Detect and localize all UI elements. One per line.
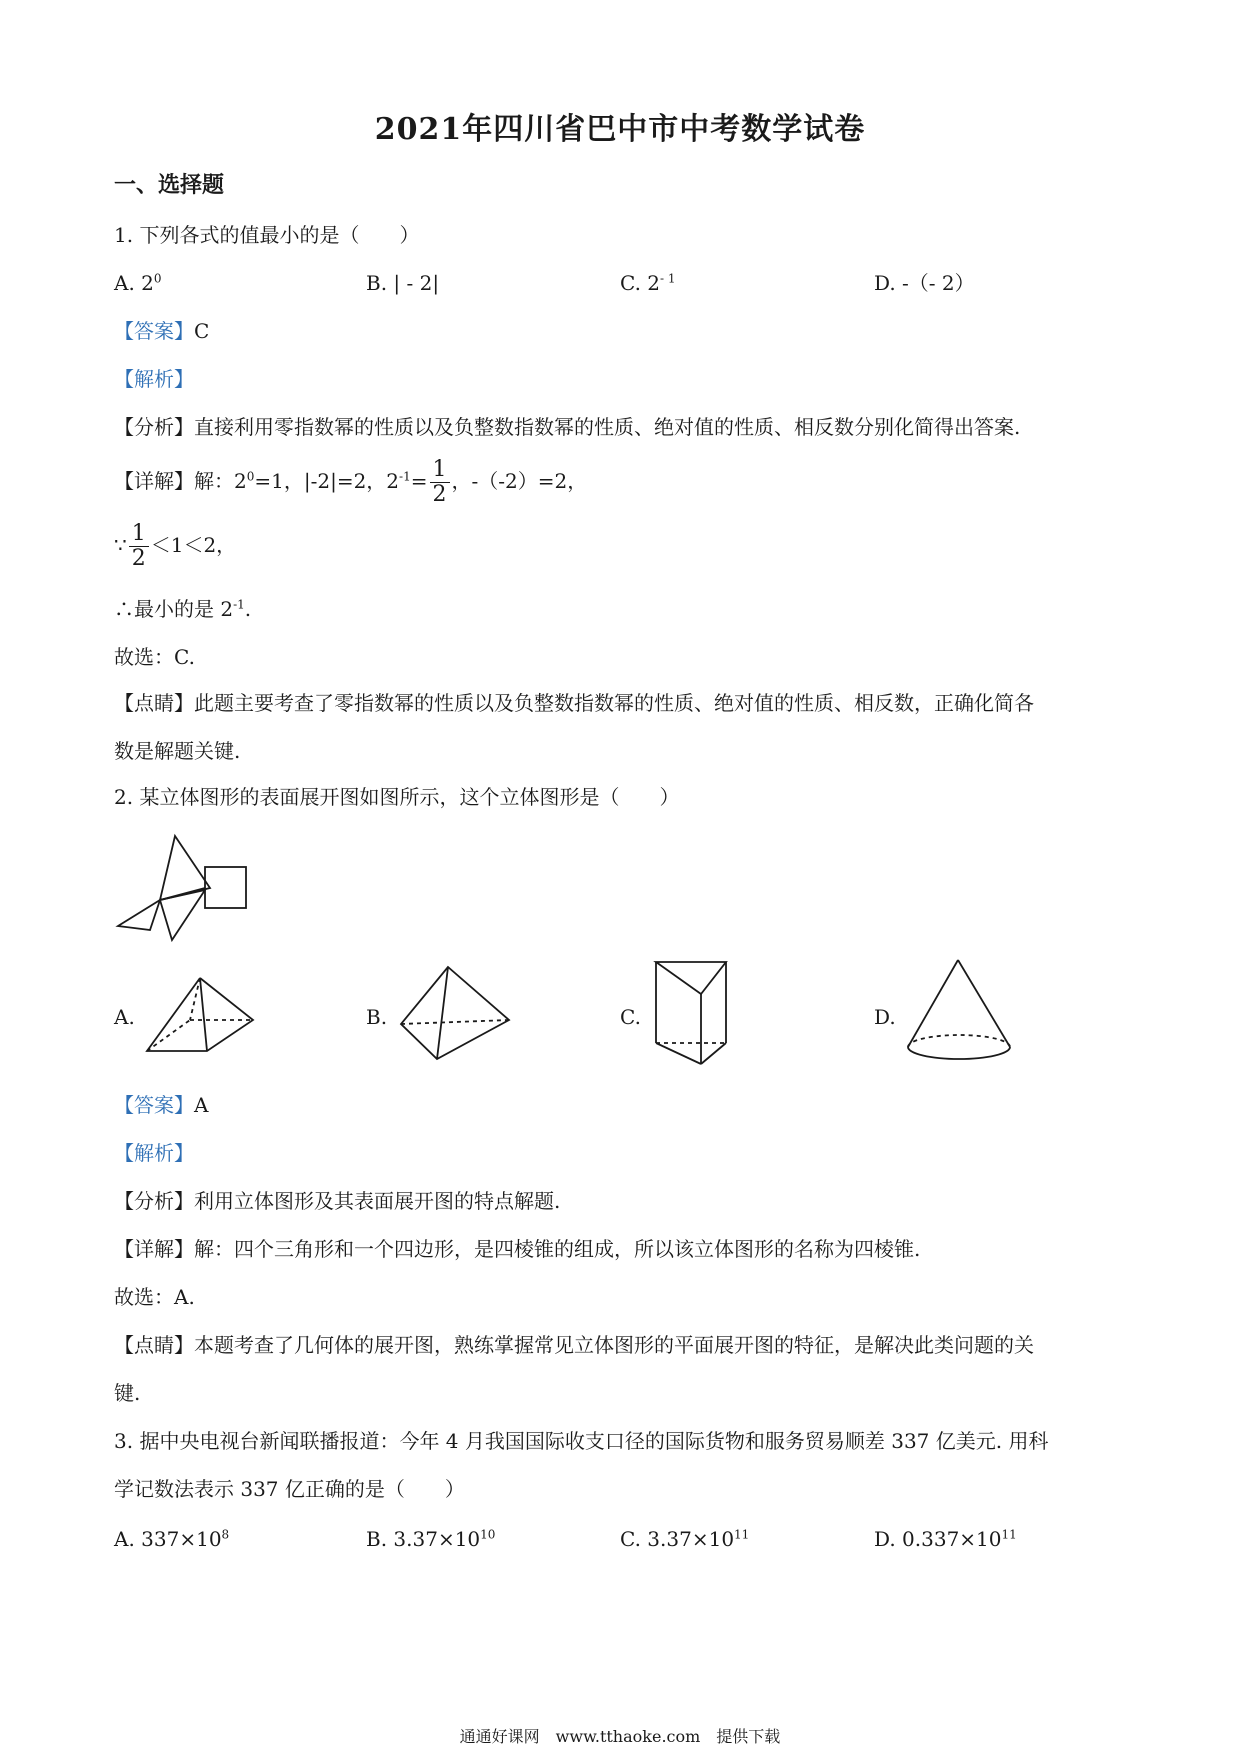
q1-detail-mid-1: =1，|-2|=2，2 <box>254 469 400 493</box>
q1-comment-tag: 【点睛】 <box>114 691 194 715</box>
q2-comment-line-2: 键. <box>114 1381 141 1405</box>
q2-option-b-label: B. <box>366 1005 388 1029</box>
q2-comment-text-1: 本题考查了几何体的展开图，熟练掌握常见立体图形的平面展开图的特征，是解决此类问题的关 <box>194 1333 1034 1357</box>
q2-answer-tag: 【答案】 <box>114 1093 194 1117</box>
q2-comment-line-1 <box>114 1332 1034 1358</box>
q3-option-a-exponent: 8 <box>221 1527 230 1542</box>
q2-choose: 故选：A. <box>114 1285 195 1309</box>
q1-fenxi-text: 直接利用零指数幂的性质以及负整数指数幂的性质、绝对值的性质、相反数分别化简得出答案. <box>194 415 1021 439</box>
section-heading: 一、选择题 <box>114 172 225 198</box>
page-title: 2021年四川省巴中市中考数学试卷 <box>374 112 866 147</box>
q1-option-a-exponent: 0 <box>153 271 162 286</box>
q3-option-a <box>114 1526 229 1552</box>
q3-option-c-text: C. 3.37×10 <box>620 1527 735 1551</box>
q1-fenxi-tag: 【分析】 <box>114 415 194 439</box>
q3-option-a-text: A. 337×10 <box>114 1527 222 1551</box>
q1-therefore-text: ∴最小的是 2 <box>114 597 234 621</box>
q2-stem: 2. 某立体图形的表面展开图如图所示，这个立体图形是（ ） <box>114 785 680 809</box>
q2-answer <box>114 1092 208 1118</box>
q2-fenxi <box>114 1188 560 1214</box>
q1-detail-tail: ，-（-2）=2， <box>451 469 588 493</box>
q1-answer-tag: 【答案】 <box>114 319 194 343</box>
because-symbol: ∵ <box>114 533 127 557</box>
q2-option-d-label: D. <box>874 1005 896 1029</box>
q1-detail-prefix: 解：2 <box>194 469 247 493</box>
q2-detail-text: 解：四个三角形和一个四边形，是四棱锥的组成，所以该立体图形的名称为四棱锥. <box>194 1237 921 1261</box>
q3-option-d-text: D. 0.337×10 <box>874 1527 1002 1551</box>
q1-option-a-text: A. 2 <box>114 271 154 295</box>
q1-detail-exp-2: -1 <box>399 469 411 484</box>
q1-comment-text-1: 此题主要考查了零指数幂的性质以及负整数指数幂的性质、绝对值的性质、相反数，正确化简各 <box>194 691 1034 715</box>
q2-answer-value: A <box>194 1093 209 1117</box>
q1-detail-mid-2: = <box>410 469 428 493</box>
q1-therefore-exponent: -1 <box>233 597 245 612</box>
fraction-denominator: 2 <box>432 482 447 507</box>
q2-comment-tag: 【点睛】 <box>114 1333 194 1357</box>
q1-choose: 故选：C. <box>114 645 195 669</box>
q1-option-c-exponent: ‑ 1 <box>660 271 676 286</box>
q3-option-d-exponent: 11 <box>1001 1527 1017 1542</box>
q1-stem: 1. 下列各式的值最小的是（ ） <box>114 223 420 247</box>
q3-option-b-exponent: 10 <box>480 1527 496 1542</box>
q3-stem-line-2: 学记数法表示 337 亿正确的是（ ） <box>114 1477 465 1501</box>
q3-option-c-exponent: 11 <box>734 1527 750 1542</box>
q1-detail-exp-1: 0 <box>246 469 255 484</box>
q3-stem-line-1: 3. 据中央电视台新闻联播报道：今年 4 月我国国际收支口径的国际货物和服务贸易顺差 337 亿美元. 用科 <box>114 1429 1049 1453</box>
fraction-numerator: 1 <box>129 522 149 547</box>
q2-option-a-label: A. <box>114 1005 135 1029</box>
q1-option-c-text: C. 2 <box>620 271 661 295</box>
q2-fenxi-text: 利用立体图形及其表面展开图的特点解题. <box>194 1189 561 1213</box>
q1-option-d: D. ‑（‑ 2） <box>874 271 975 295</box>
q3-option-d <box>874 1526 1017 1552</box>
fraction-denominator: 2 <box>131 546 146 571</box>
q2-option-c-label: C. <box>620 1005 641 1029</box>
q1-detail-tag: 【详解】 <box>114 469 194 493</box>
fraction-numerator: 1 <box>430 458 450 483</box>
q3-option-c <box>620 1526 749 1552</box>
q2-analysis-tag: 【解析】 <box>114 1141 194 1165</box>
q1-answer-value: C <box>194 319 210 343</box>
q3-option-b-text: B. 3.37×10 <box>366 1527 481 1551</box>
q1-analysis-tag: 【解析】 <box>114 367 194 391</box>
q3-option-b <box>366 1526 495 1552</box>
q1-because-tail: ＜1＜2， <box>150 533 237 557</box>
q2-detail <box>114 1236 920 1262</box>
footer-source: 通通好课网 www.tthaoke.com 提供下载 <box>459 1727 781 1746</box>
q1-comment-line-2: 数是解题关键. <box>114 739 241 763</box>
q2-detail-tag: 【详解】 <box>114 1237 194 1261</box>
q1-option-b: B. | ‑ 2| <box>366 271 440 295</box>
q2-fenxi-tag: 【分析】 <box>114 1189 194 1213</box>
q1-therefore-tail: . <box>244 597 252 621</box>
